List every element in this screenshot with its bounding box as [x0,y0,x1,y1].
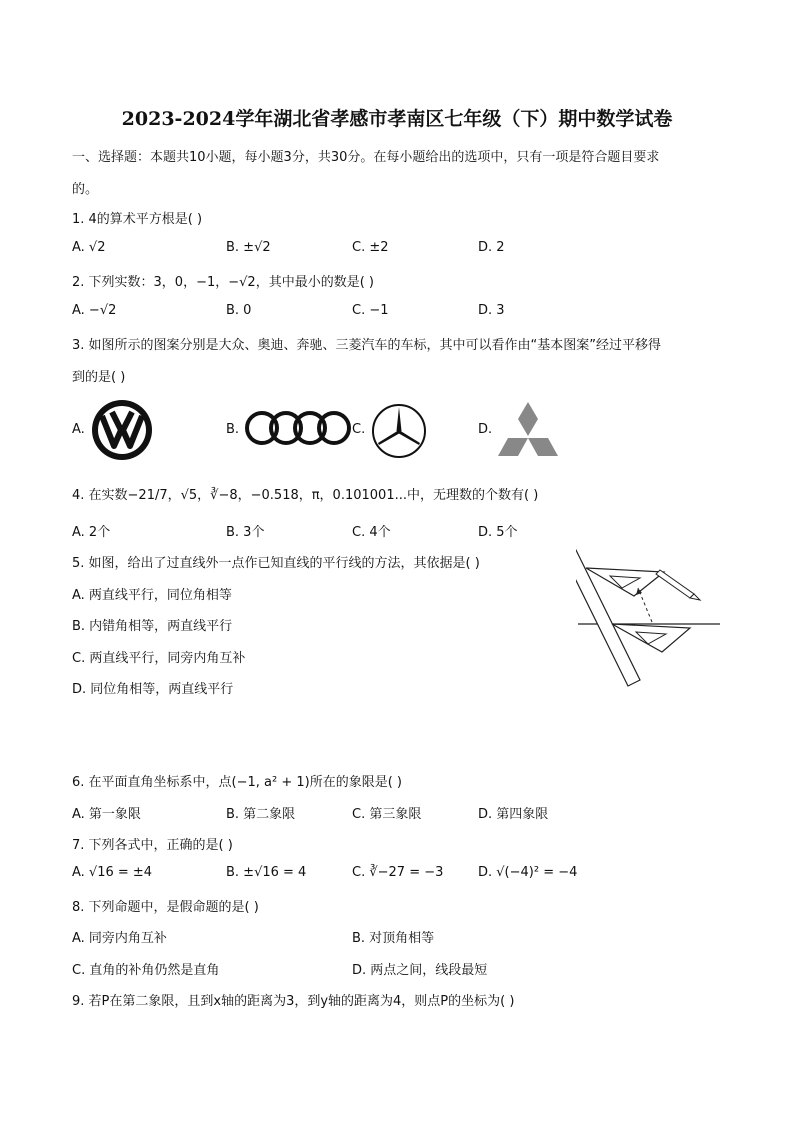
q4-option-c: C. 4个 [352,525,391,540]
q7-option-c: C. ∛−27 = −3 [352,865,444,880]
volkswagen-logo [90,398,154,462]
question-6-stem: 6. 在平面直角坐标系中，点(−1, a² + 1)所在的象限是( ) [72,775,402,790]
q6-option-a: A. 第一象限 [72,807,141,822]
question-3-stem-line1: 3. 如图所示的图案分别是大众、奥迪、奔驰、三菱汽车的车标，其中可以看作由“基本图案”经过平移得 [72,338,662,353]
q7-option-b: B. ±√16 = 4 [226,865,307,880]
section-instruction-line1: 一、选择题：本题共10小题，每小题3分，共30分。在每小题给出的选项中，只有一项是符合题目要求 [72,150,660,165]
q3-option-d: D. [478,422,493,437]
q2-option-a: A. −√2 [72,303,117,318]
question-5-stem: 5. 如图，给出了过直线外一点作已知直线的平行线的方法，其依据是( ) [72,556,480,571]
question-1-stem: 1. 4的算术平方根是( ) [72,212,203,227]
q5-option-a: A. 两直线平行，同位角相等 [72,588,232,603]
q4-option-b: B. 3个 [226,525,265,540]
question-7-stem: 7. 下列各式中，正确的是( ) [72,838,233,853]
question-3-stem-line2: 到的是( ) [72,370,126,385]
mitsubishi-logo [496,400,560,460]
page-title: 2023-2024学年湖北省孝感市孝南区七年级（下）期中数学试卷 [121,108,673,130]
q2-option-d: D. 3 [478,303,505,318]
q2-option-b: B. 0 [226,303,252,318]
q6-option-c: C. 第三象限 [352,807,422,822]
q3-option-b: B. [226,422,240,437]
q3-option-a: A. [72,422,85,437]
q8-option-a: A. 同旁内角互补 [72,931,167,946]
q2-option-c: C. −1 [352,303,389,318]
q8-option-c: C. 直角的补角仍然是直角 [72,963,220,978]
q3-option-c: C. [352,422,366,437]
question-4-stem: 4. 在实数−21/7，√5，∛−8，−0.518，π，0.101001...中，无理数的个数有( ) [72,488,539,503]
q4-option-d: D. 5个 [478,525,518,540]
audi-logo [244,408,352,448]
question-9-stem: 9. 若P在第二象限，且到x轴的距离为3，到y轴的距离为4，则点P的坐标为( ) [72,994,515,1009]
parallel-construction-figure [576,548,722,690]
q6-option-b: B. 第二象限 [226,807,296,822]
q7-option-d: D. √(−4)² = −4 [478,865,578,880]
q1-option-b: B. ±√2 [226,240,271,255]
q1-option-c: C. ±2 [352,240,389,255]
q5-option-b: B. 内错角相等，两直线平行 [72,619,233,634]
q7-option-a: A. √16 = ±4 [72,865,153,880]
question-8-stem: 8. 下列命题中，是假命题的是( ) [72,900,259,915]
q8-option-b: B. 对顶角相等 [352,931,435,946]
q8-option-d: D. 两点之间，线段最短 [352,963,488,978]
mercedes-logo [370,402,428,460]
q5-option-d: D. 同位角相等，两直线平行 [72,682,234,697]
q6-option-d: D. 第四象限 [478,807,549,822]
q1-option-d: D. 2 [478,240,505,255]
question-2-stem: 2. 下列实数：3，0，−1，−√2，其中最小的数是( ) [72,275,374,290]
section-instruction-line2: 的。 [72,182,99,197]
q5-option-c: C. 两直线平行，同旁内角互补 [72,651,246,666]
q4-option-a: A. 2个 [72,525,111,540]
q1-option-a: A. √2 [72,240,106,255]
